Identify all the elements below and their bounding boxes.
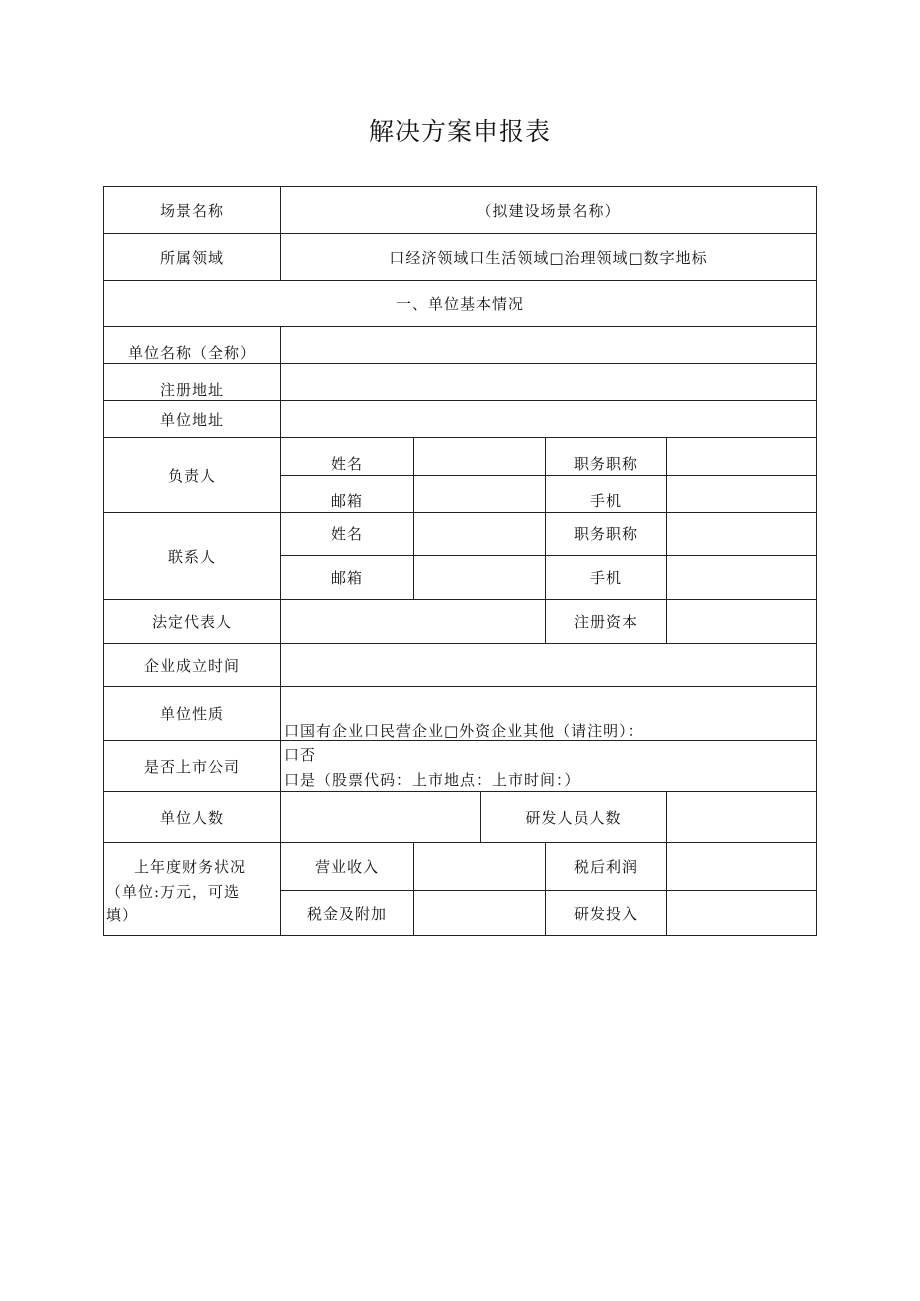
reg-address-label: 注册地址 [159, 380, 224, 399]
head-title-label: 职务职称 [573, 454, 638, 473]
legal-rep-field[interactable] [281, 600, 545, 643]
tax-field[interactable] [414, 891, 545, 935]
finance-label-line3: 填） [106, 906, 139, 924]
org-nature-options[interactable]: 口国有企业口民营企业□外资企业其他（请注明）： [284, 722, 644, 740]
head-phone-field[interactable] [667, 476, 816, 512]
head-name-field[interactable] [414, 438, 545, 475]
application-form-table [103, 186, 817, 936]
legal-rep-label: 法定代表人 [151, 613, 232, 631]
finance-label-line1: 上年度财务状况 [134, 858, 247, 876]
founded-label: 企业成立时间 [143, 656, 240, 675]
listed-label: 是否上市公司 [143, 757, 240, 776]
org-address-label: 单位地址 [159, 410, 224, 429]
section-heading: 一、单位基本情况 [395, 295, 524, 313]
tax-label: 税金及附加 [306, 904, 387, 923]
head-title-field[interactable] [667, 438, 816, 475]
head-email-label: 邮箱 [330, 491, 363, 510]
founded-field[interactable] [281, 644, 816, 686]
rd-investment-field[interactable] [667, 891, 816, 935]
org-name-label: 单位名称（全称） [127, 343, 256, 362]
domain-options[interactable]: 口经济领域口生活领域□治理领域□数字地标 [389, 248, 708, 267]
contact-title-field[interactable] [667, 513, 816, 555]
domain-label: 所属领域 [159, 248, 224, 267]
finance-label-line2: （单位:万元，可选 [106, 883, 241, 901]
scene-name-label: 场景名称 [159, 201, 224, 220]
rd-staff-count-label: 研发人员人数 [525, 808, 622, 827]
org-nature-label: 单位性质 [159, 705, 224, 723]
contact-phone-label: 手机 [589, 569, 622, 587]
scene-name-field[interactable]: （拟建设场景名称） [476, 201, 621, 220]
rd-staff-count-field[interactable] [667, 792, 816, 842]
head-email-field[interactable] [414, 476, 545, 512]
head-phone-label: 手机 [589, 491, 622, 510]
org-name-field[interactable] [281, 327, 816, 363]
contact-phone-field[interactable] [667, 556, 816, 599]
net-profit-field[interactable] [667, 843, 816, 890]
revenue-label: 营业收入 [314, 858, 379, 876]
revenue-field[interactable] [414, 843, 545, 890]
staff-count-field[interactable] [281, 792, 480, 842]
net-profit-label: 税后利润 [573, 858, 638, 876]
head-name-label: 姓名 [330, 454, 363, 473]
rd-investment-label: 研发投入 [573, 904, 638, 923]
contact-name-label: 姓名 [330, 524, 363, 543]
contact-email-field[interactable] [414, 556, 545, 599]
reg-capital-field[interactable] [667, 600, 816, 643]
contact-email-label: 邮箱 [330, 569, 363, 587]
reg-address-field[interactable] [281, 364, 816, 400]
staff-count-label: 单位人数 [159, 808, 224, 827]
head-person-label: 负责人 [167, 466, 216, 485]
page-title: 解决方案申报表 [368, 117, 551, 146]
contact-name-field[interactable] [414, 513, 545, 555]
org-address-field[interactable] [281, 401, 816, 437]
listed-yes-option[interactable]: 口是（股票代码：上市地点：上市时间：） [284, 771, 581, 789]
reg-capital-label: 注册资本 [573, 613, 638, 631]
contact-person-label: 联系人 [167, 547, 216, 566]
contact-title-label: 职务职称 [573, 524, 638, 543]
listed-no-option[interactable]: 口否 [284, 746, 317, 764]
